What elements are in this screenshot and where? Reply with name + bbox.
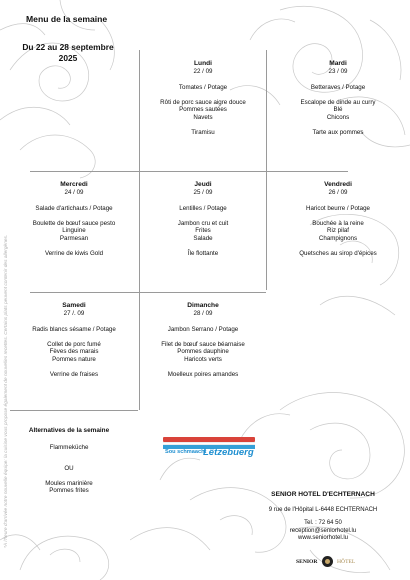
floral-decoration-bottom-right (130, 380, 410, 580)
side-dish-2: Pommes nature (52, 355, 96, 363)
side-dish-2: Navets (193, 113, 213, 121)
main-dish: Filet de bœuf sauce béarnaise (161, 340, 245, 348)
day-name: Mercredi (60, 181, 88, 188)
starter: Haricot beurre / Potage (306, 205, 370, 213)
starter: Tomates / Potage (178, 84, 228, 92)
day-mercredi (10, 181, 138, 257)
day-name: Samedi (62, 302, 86, 309)
day-date: 22 / 09 (193, 67, 213, 75)
side-dish-2: Chicons (326, 113, 350, 121)
main-dish: Collet de porc fumé (47, 340, 101, 348)
side-dish-1: Linguine (62, 227, 86, 235)
dessert: Île flottante (187, 249, 219, 257)
brand-left-text: SENIOR (296, 559, 318, 565)
alternatives-section (8, 427, 130, 495)
day-date: 25 / 09 (193, 188, 213, 196)
day-name: Mardi (329, 60, 347, 67)
day-name: Lundi (194, 60, 212, 67)
starter: Jambon Serrano / Potage (167, 326, 239, 334)
alternative-option-1: Flammeküche (49, 443, 89, 451)
week-dates-line2: 2025 (58, 53, 78, 63)
side-note-vertical: *À l'heure d'arrivée notre nouvelle équipe: la cuisine vous propose également de nouvelles recettes. Certains plats peuvent contenir des allergènes. (4, 234, 9, 548)
starter: Salade d'artichauts / Potage (35, 205, 113, 213)
dessert: Tarte aux pommes (312, 128, 364, 136)
side-dish-2: Salade (193, 234, 213, 242)
grid-horizontal-line-2 (30, 292, 266, 293)
starter: Radis blancs sésame / Potage (32, 326, 116, 334)
day-samedi (10, 302, 138, 378)
day-lundi (140, 60, 266, 136)
grid-vertical-line-right (266, 50, 267, 290)
day-date: 24 / 09 (64, 188, 84, 196)
brand-right-text: HÔTEL (337, 559, 356, 565)
grid-horizontal-line-1 (30, 171, 348, 172)
menu-title: Menu de la semaine (26, 14, 108, 24)
alternative-separator: OU (64, 465, 74, 473)
main-dish: Bouchée à la reine (312, 219, 364, 227)
starter: Betteraves / Potage (310, 84, 366, 92)
alternatives-title: Alternatives de la semaine (28, 427, 110, 434)
day-date: 26 / 09 (328, 188, 348, 196)
side-dish-2: Champignons (318, 234, 358, 242)
day-dimanche (140, 302, 266, 378)
alternative-option-2-line2: Pommes frites (49, 487, 89, 495)
side-dish-1: Riz pilaf (326, 227, 349, 235)
main-dish: Boulette de bœuf sauce pesto (32, 219, 116, 227)
sou-schmaacht-letzebuerg-logo (163, 437, 255, 463)
dessert: Verrine de fraises (49, 370, 99, 378)
starter: Lentilles / Potage (179, 205, 227, 213)
dessert: Tiramisu (191, 128, 215, 136)
alternative-option-2-line1: Moules marinière (45, 479, 93, 487)
hotel-address: 9 rue de l'Hôpital L-6448 ECHTERNACH (268, 506, 378, 513)
day-mardi (270, 60, 406, 136)
side-dish-1: Fèves des marais (49, 348, 99, 356)
day-date: 23 / 09 (328, 67, 348, 75)
week-dates (20, 42, 116, 64)
floral-decoration-bottom-left (0, 480, 140, 580)
side-dish-2: Parmesan (59, 234, 89, 242)
hotel-contact-block (258, 491, 388, 543)
hotel-email[interactable]: reception@seniorhotel.lu (289, 527, 357, 534)
dessert: Verrine de kiwis Gold (44, 249, 104, 257)
hotel-phone: Tel. : 72 64 50 (304, 520, 342, 527)
side-dish-2: Haricots verts (184, 355, 222, 363)
side-dish-1: Blé (333, 106, 343, 114)
day-name: Jeudi (194, 181, 212, 188)
senior-hotel-logo (296, 556, 368, 568)
brand-badge-icon (322, 556, 333, 567)
day-vendredi (270, 181, 406, 257)
main-dish: Jambon cru et cuit (177, 219, 229, 227)
floral-decoration-top-left (0, 0, 140, 190)
day-jeudi (140, 181, 266, 257)
logo-small-text: Sou schmaacht (165, 449, 207, 455)
dessert: Moelleux poires amandes (167, 370, 239, 378)
hotel-name: SENIOR HOTEL D'ECHTERNACH (271, 491, 375, 498)
main-dish: Escalope de dinde au curry (300, 98, 376, 106)
day-date: 28 / 09 (193, 309, 213, 317)
week-dates-line1: Du 22 au 28 septembre (22, 42, 114, 52)
day-name: Dimanche (187, 302, 219, 309)
side-dish-1: Pommes sautées (179, 106, 227, 114)
dessert: Quetsches au sirop d'épices (299, 249, 377, 257)
main-dish: Rôti de porc sauce aigre douce (160, 98, 246, 106)
hotel-website[interactable]: www.seniorhotel.lu (297, 535, 349, 542)
side-dish-1: Frites (195, 227, 211, 235)
grid-horizontal-line-3 (10, 410, 138, 411)
day-name: Vendredi (324, 181, 352, 188)
side-dish-1: Pommes dauphine (177, 348, 229, 356)
logo-big-text: Lëtzebuerg (203, 447, 254, 458)
day-date: 27 /. 09 (63, 309, 85, 317)
